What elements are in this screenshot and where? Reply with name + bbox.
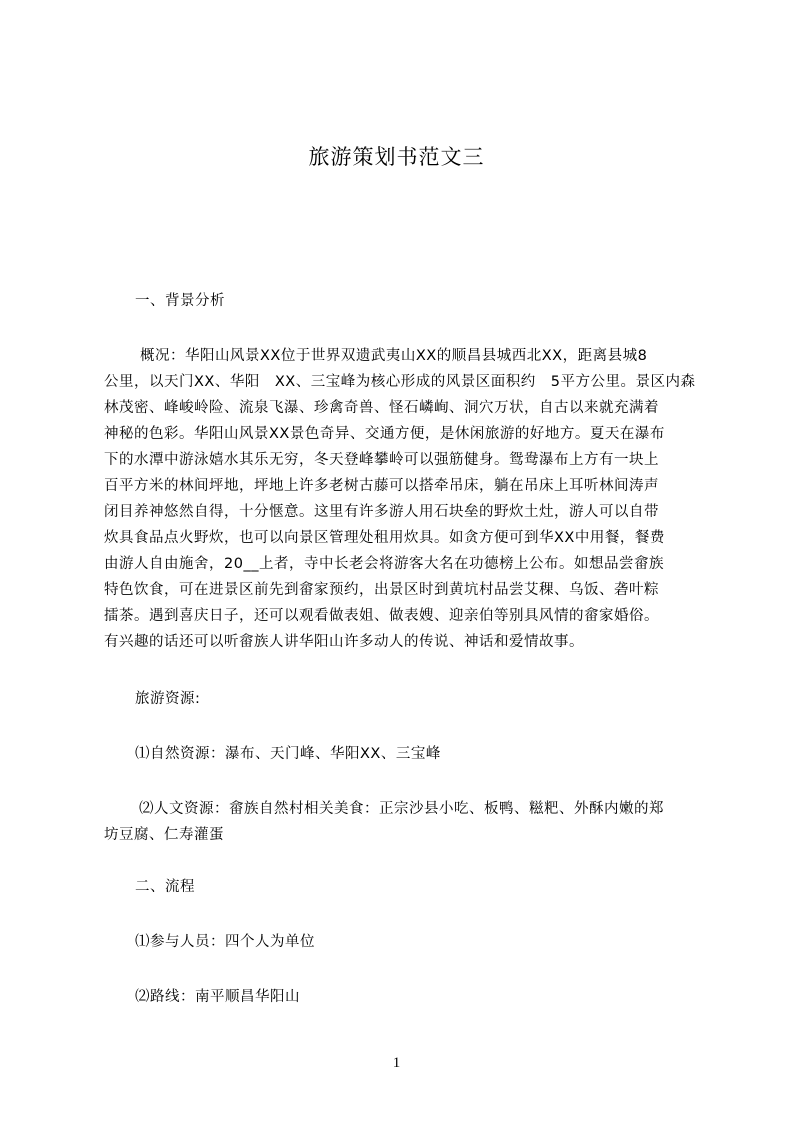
overview-line: 林茂密、峰峻岭险、流泉飞瀑、珍禽奇兽、怪石嶙峋、洞穴万状，自古以来就充满着 <box>104 400 659 416</box>
overview-line: 炊具食品点火野炊，也可以向景区管理处租用炊具。如贪方便可到华XX中用餐，餐费 <box>104 530 665 546</box>
overview-line: 闭目养神悠然自得，十分惬意。这里有许多游人用石块垒的野炊土灶，游人可以自带 <box>104 504 659 520</box>
resources-heading: 旅游资源: <box>135 691 201 707</box>
section-heading-background: 一、背景分析 <box>135 293 225 309</box>
page-number: 1 <box>392 1055 401 1071</box>
participants-item: ⑴参与人员：四个人为单位 <box>135 934 315 950</box>
route-item: ⑵路线：南平顺昌华阳山 <box>135 989 300 1005</box>
overview-line: 特色饮食，可在进景区前先到畲家预约，出景区时到黄坑村品尝艾稞、乌饭、砻叶粽 <box>104 582 659 598</box>
overview-line: 百平方米的林间坪地，坪地上许多老树古藤可以搭牵吊床，躺在吊床上耳听林间涛声 <box>104 478 659 494</box>
overview-line: 下的水潭中游泳嬉水其乐无穷，冬天登峰攀岭可以强筋健身。鸳鸯瀑布上方有一块上 <box>104 452 659 468</box>
cultural-resources-line: 坊豆腐、仁寿灌蛋 <box>104 827 224 843</box>
overview-line: 擂茶。遇到喜庆日子，还可以观看做表姐、做表嫂、迎亲伯等别具风情的畲家婚俗。 <box>104 608 659 624</box>
overview-line: 公里，以天门XX、华阳 XX、三宝峰为核心形成的风景区面积约 5平方公里。景区内森 <box>104 374 696 390</box>
natural-resources-item: ⑴自然资源：瀑布、天门峰、华阳XX、三宝峰 <box>135 746 441 762</box>
overview-line: 概况：华阳山风景XX位于世界双遗武夷山XX的顺昌县城西北XX，距离县城8 <box>140 348 648 364</box>
overview-line: 有兴趣的话还可以听畲族人讲华阳山许多动人的传说、神话和爱情故事。 <box>104 634 584 650</box>
overview-line: 由游人自由施舍，20__上者，寺中长老会将游客大名在功德榜上公布。如想品尝畲族 <box>104 556 664 572</box>
section-heading-process: 二、流程 <box>135 879 195 895</box>
overview-line: 神秘的色彩。华阳山风景XX景色奇异、交通方便，是休闲旅游的好地方。夏天在瀑布 <box>104 426 665 442</box>
cultural-resources-line: ⑵人文资源：畲族自然村相关美食：正宗沙县小吃、板鸭、糍粑、外酥内嫩的郑 <box>139 801 664 817</box>
document-title: 旅游策划书范文三 <box>308 145 485 169</box>
